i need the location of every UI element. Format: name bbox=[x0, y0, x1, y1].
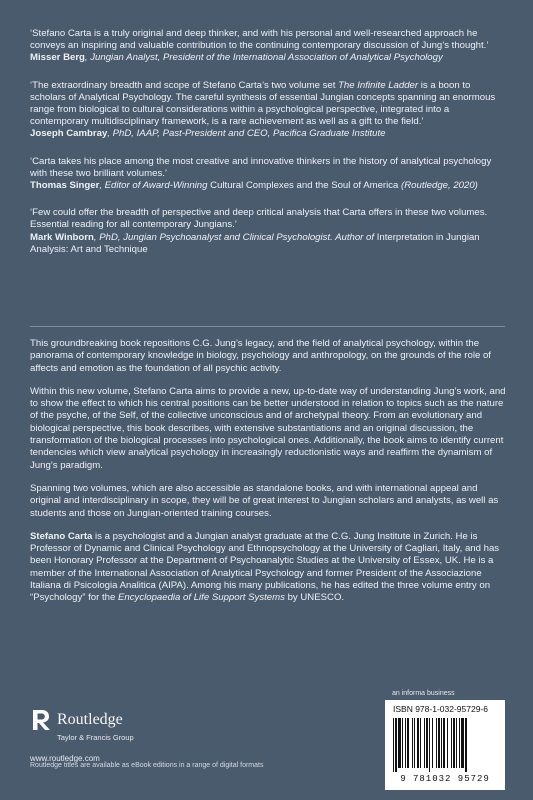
blurb-paragraph: This groundbreaking book repositions C.G. Jung’s legacy, and the field of analytical psychology, within the panorama of contemporary knowledge in biology, psychology and anthropology, on the grounds of the role of affects and emotion as the foundation of all psychic activity. bbox=[30, 338, 491, 374]
book-title: The Infinite Ladder bbox=[338, 79, 419, 91]
publisher-name: Routledge bbox=[57, 711, 123, 728]
barcode-bar bbox=[451, 718, 452, 768]
barcode-bar bbox=[424, 718, 425, 768]
quote-credentials-tail: (Routledge, 2020) bbox=[398, 180, 478, 192]
barcode-bar bbox=[395, 718, 397, 772]
informa-label: an informa business bbox=[392, 690, 455, 697]
quote-credentials: , PhD, IAAP, Past-President and CEO, Pacifica Graduate Institute bbox=[107, 128, 386, 140]
publisher-url[interactable]: www.routledge.com bbox=[30, 754, 100, 763]
quote-text: ‘Stefano Carta is a truly original and deep thinker, and with his personal and well-researched approach he conveys an inspiring and valuable contribution to the continuing contemporary discussion of Jung’s thought.’ bbox=[30, 28, 489, 52]
publication-title: Encyclopaedia of Life Support Systems bbox=[117, 592, 285, 604]
barcode-bar bbox=[459, 718, 460, 768]
barcode-bar bbox=[443, 718, 445, 768]
quote-author: Thomas Singer bbox=[30, 180, 100, 192]
barcode-bar bbox=[412, 718, 413, 768]
author-bio-text: is a psychologist and a Jungian analyst graduate at the C.G. Jung Institute in Zurich. He is Professor of Dynamic and Clinical Psychology and Ethnopsychology at the University of Cagliari, Italy, and has been Honorary Professor at the Department of Psychoanalytic Studies at the University of Essex, UK. He is a member of the International Association of Analytical Psychology and former President of the Associazione Italiana di Psicologia Analitica (AIPA). Among his many publications, he has edited the three volume entry on “Psychology” for the bbox=[30, 530, 500, 604]
quote-text-part: ‘The extraordinary breadth and scope of Stefano Carta’s two volume set bbox=[30, 79, 339, 91]
quote-text bbox=[30, 80, 505, 129]
barcode-bar bbox=[417, 718, 419, 768]
quote-attribution bbox=[30, 180, 505, 192]
endorsement-berg bbox=[30, 28, 505, 65]
barcode-bar bbox=[461, 718, 464, 768]
ebook-note: Routledge titles are available as eBook editions in a range of digital formats bbox=[30, 762, 264, 769]
barcode-bar bbox=[407, 718, 409, 768]
author-name: Stefano Carta bbox=[30, 530, 93, 542]
barcode-digits: 9 781032 95729 bbox=[400, 774, 490, 784]
barcode-bar bbox=[441, 718, 442, 768]
blurb-paragraph: Within this new volume, Stefano Carta aims to provide a new, up-to-date way of understanding Jung’s work, and to show the effect to which his central positions can be better understood in relation to topics such as the nature of the psyche, of the Self, of the collective unconscious and of archetypal theory. From an evolutionary and biological perspective, this book describes, with extensive substantiations and an original discussion, the transformation of the biological processes into psychological ones. Additionally, the book aims to identify current tendencies which view analytical psychology in increasingly reductionistic ways and reaffirm the dynamism of Jung’s paradigm. bbox=[30, 385, 506, 471]
divider bbox=[30, 326, 505, 327]
blurb bbox=[30, 338, 508, 616]
barcode-bar bbox=[393, 718, 394, 772]
isbn-barcode-box bbox=[385, 700, 505, 790]
quote-attribution bbox=[30, 232, 505, 256]
routledge-r-icon bbox=[30, 708, 52, 732]
endorsement-cambray bbox=[30, 80, 505, 141]
author-bio bbox=[30, 531, 508, 605]
quote-author: Joseph Cambray bbox=[30, 128, 108, 140]
barcode-bar bbox=[420, 718, 421, 768]
quote-credentials: , Editor of Award-Winning bbox=[99, 180, 211, 192]
quote-attribution bbox=[30, 52, 505, 64]
barcode-bar bbox=[429, 718, 430, 772]
blurb-paragraph: Spanning two volumes, which are also accessible as standalone books, and with international appeal and original and interdisciplinary in scope, they will be of great interest to Jungian scholars and analysts, as well as students and those on Jungian-oriented training courses. bbox=[30, 482, 499, 519]
publisher-logo bbox=[30, 708, 170, 763]
barcode-bar bbox=[398, 718, 401, 768]
quote-text-part: is a boon to scholars of Analytical Psychology. The careful synthesis of essential Jungian concepts spanning an enormous range from biological to cultural considerations within a psychological perspective, integrated into a contemporary multidisciplinary framework, is a rare achievement as well as a gift to the field.’ bbox=[30, 79, 496, 128]
book-title: Interpretation in Jungian Analysis: Art and Technique bbox=[30, 231, 480, 255]
barcode-bar bbox=[447, 718, 448, 768]
barcode-bar bbox=[414, 718, 415, 768]
barcode-bar bbox=[405, 718, 406, 768]
publisher-logo-row bbox=[30, 708, 170, 732]
author-bio-text: by UNESCO. bbox=[284, 592, 345, 604]
quote-credentials: , PhD, Jungian Psychoanalyst and Clinical Psychologist. Author of bbox=[93, 231, 377, 243]
barcode-bar bbox=[402, 718, 403, 768]
barcode-bar bbox=[432, 718, 433, 768]
barcode-bar bbox=[456, 718, 457, 768]
endorsement-singer bbox=[30, 156, 505, 193]
quote-author: Misser Berg bbox=[30, 52, 85, 64]
barcode-bar bbox=[436, 718, 437, 768]
endorsement-winborn bbox=[30, 207, 505, 256]
book-title: Cultural Complexes and the Soul of America bbox=[210, 180, 399, 192]
quote-attribution bbox=[30, 128, 505, 140]
endorsements bbox=[30, 28, 505, 271]
quote-credentials: , Jungian Analyst, President of the International Association of Analytical Psychology bbox=[84, 52, 443, 64]
quote-author: Mark Winborn bbox=[30, 231, 94, 243]
barcode-bar bbox=[438, 718, 440, 768]
isbn-label: ISBN 978-1-032-95729-6 bbox=[393, 704, 488, 714]
barcode-bar bbox=[465, 718, 467, 772]
barcode-bar bbox=[426, 718, 428, 768]
barcode bbox=[391, 718, 499, 772]
quote-text: ‘Few could offer the breadth of perspective and deep critical analysis that Carta offers in these two volumes. Essential reading for all contemporary Jungians.’ bbox=[30, 207, 488, 231]
quote-text: ‘Carta takes his place among the most creative and innovative thinkers in the history of analytical psychology with these two brilliant volumes.’ bbox=[30, 155, 492, 179]
publisher-group: Taylor & Francis Group bbox=[57, 733, 134, 742]
barcode-bar bbox=[453, 718, 455, 768]
